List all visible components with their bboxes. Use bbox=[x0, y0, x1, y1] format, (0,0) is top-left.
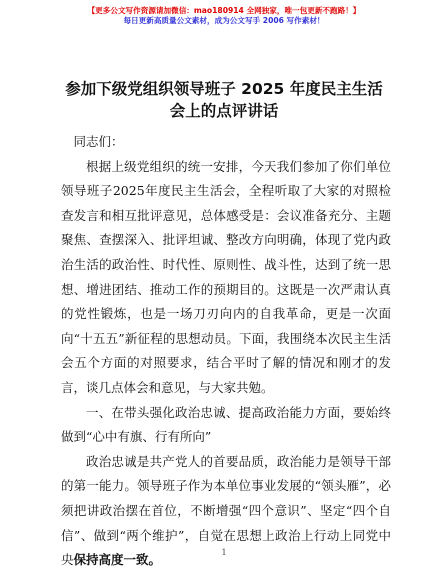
body-paragraph-text: 政治忠诚是共产党人的首要品质，政治能力是领导干部的第一能力。领导班子作为本单位事业发展的“领头雁”，必须把讲政治摆在首位，不断增强“四个意识”、坚定“四个自信”、做到“两个维护”，自觉在思想上政治上行动上同党中央 bbox=[61, 453, 391, 568]
document-title: 参加下级党组织领导班子 2025 年度民主生活会上的点评讲话 bbox=[65, 80, 383, 120]
intro-paragraph: 根据上级党组织的统一安排，今天我们参加了你们单位领导班子2025年度民主生活会，全程听取了大家的对照检查发言和相互批评意见，总体感受是：会议准备充分、主题聚焦、查摆深入、批评坦诚、整改方向明确，体现了党内政治生活的政治性、时代性、原则性、战斗性，达到了统一思想、增进团结、推动工作的预期目的。这既是一次严肃认真的党性锻炼，也是一场刀刃向内的自我革命，更是一次面向“十五五”新征程的思想动员。下面，我围绕本次民主生活会五个方面的对照要求，结合平时了解的情况和刚才的发言，谈几点体会和意见，与大家共勉。 bbox=[61, 158, 391, 395]
promo-banner-line-2: 每日更新高质量公文素材，成为公文写手 2006 写作素材！ bbox=[123, 16, 325, 25]
bold-emphasis: 保持高度一致。 bbox=[73, 552, 162, 568]
salutation: 同志们： bbox=[73, 134, 124, 149]
promo-banner bbox=[0, 6, 448, 26]
page-number: 1 bbox=[221, 548, 227, 557]
promo-banner-line-1: 【更多公文写作资源请加微信：mao180914 全网独家，唯一包更新不跑路！】 bbox=[87, 6, 361, 15]
section-heading-1: 一、在带头强化政治忠诚、提高政治能力方面，要始终做到“心中有旗、行有所向” bbox=[61, 404, 391, 445]
document-body bbox=[61, 130, 391, 573]
